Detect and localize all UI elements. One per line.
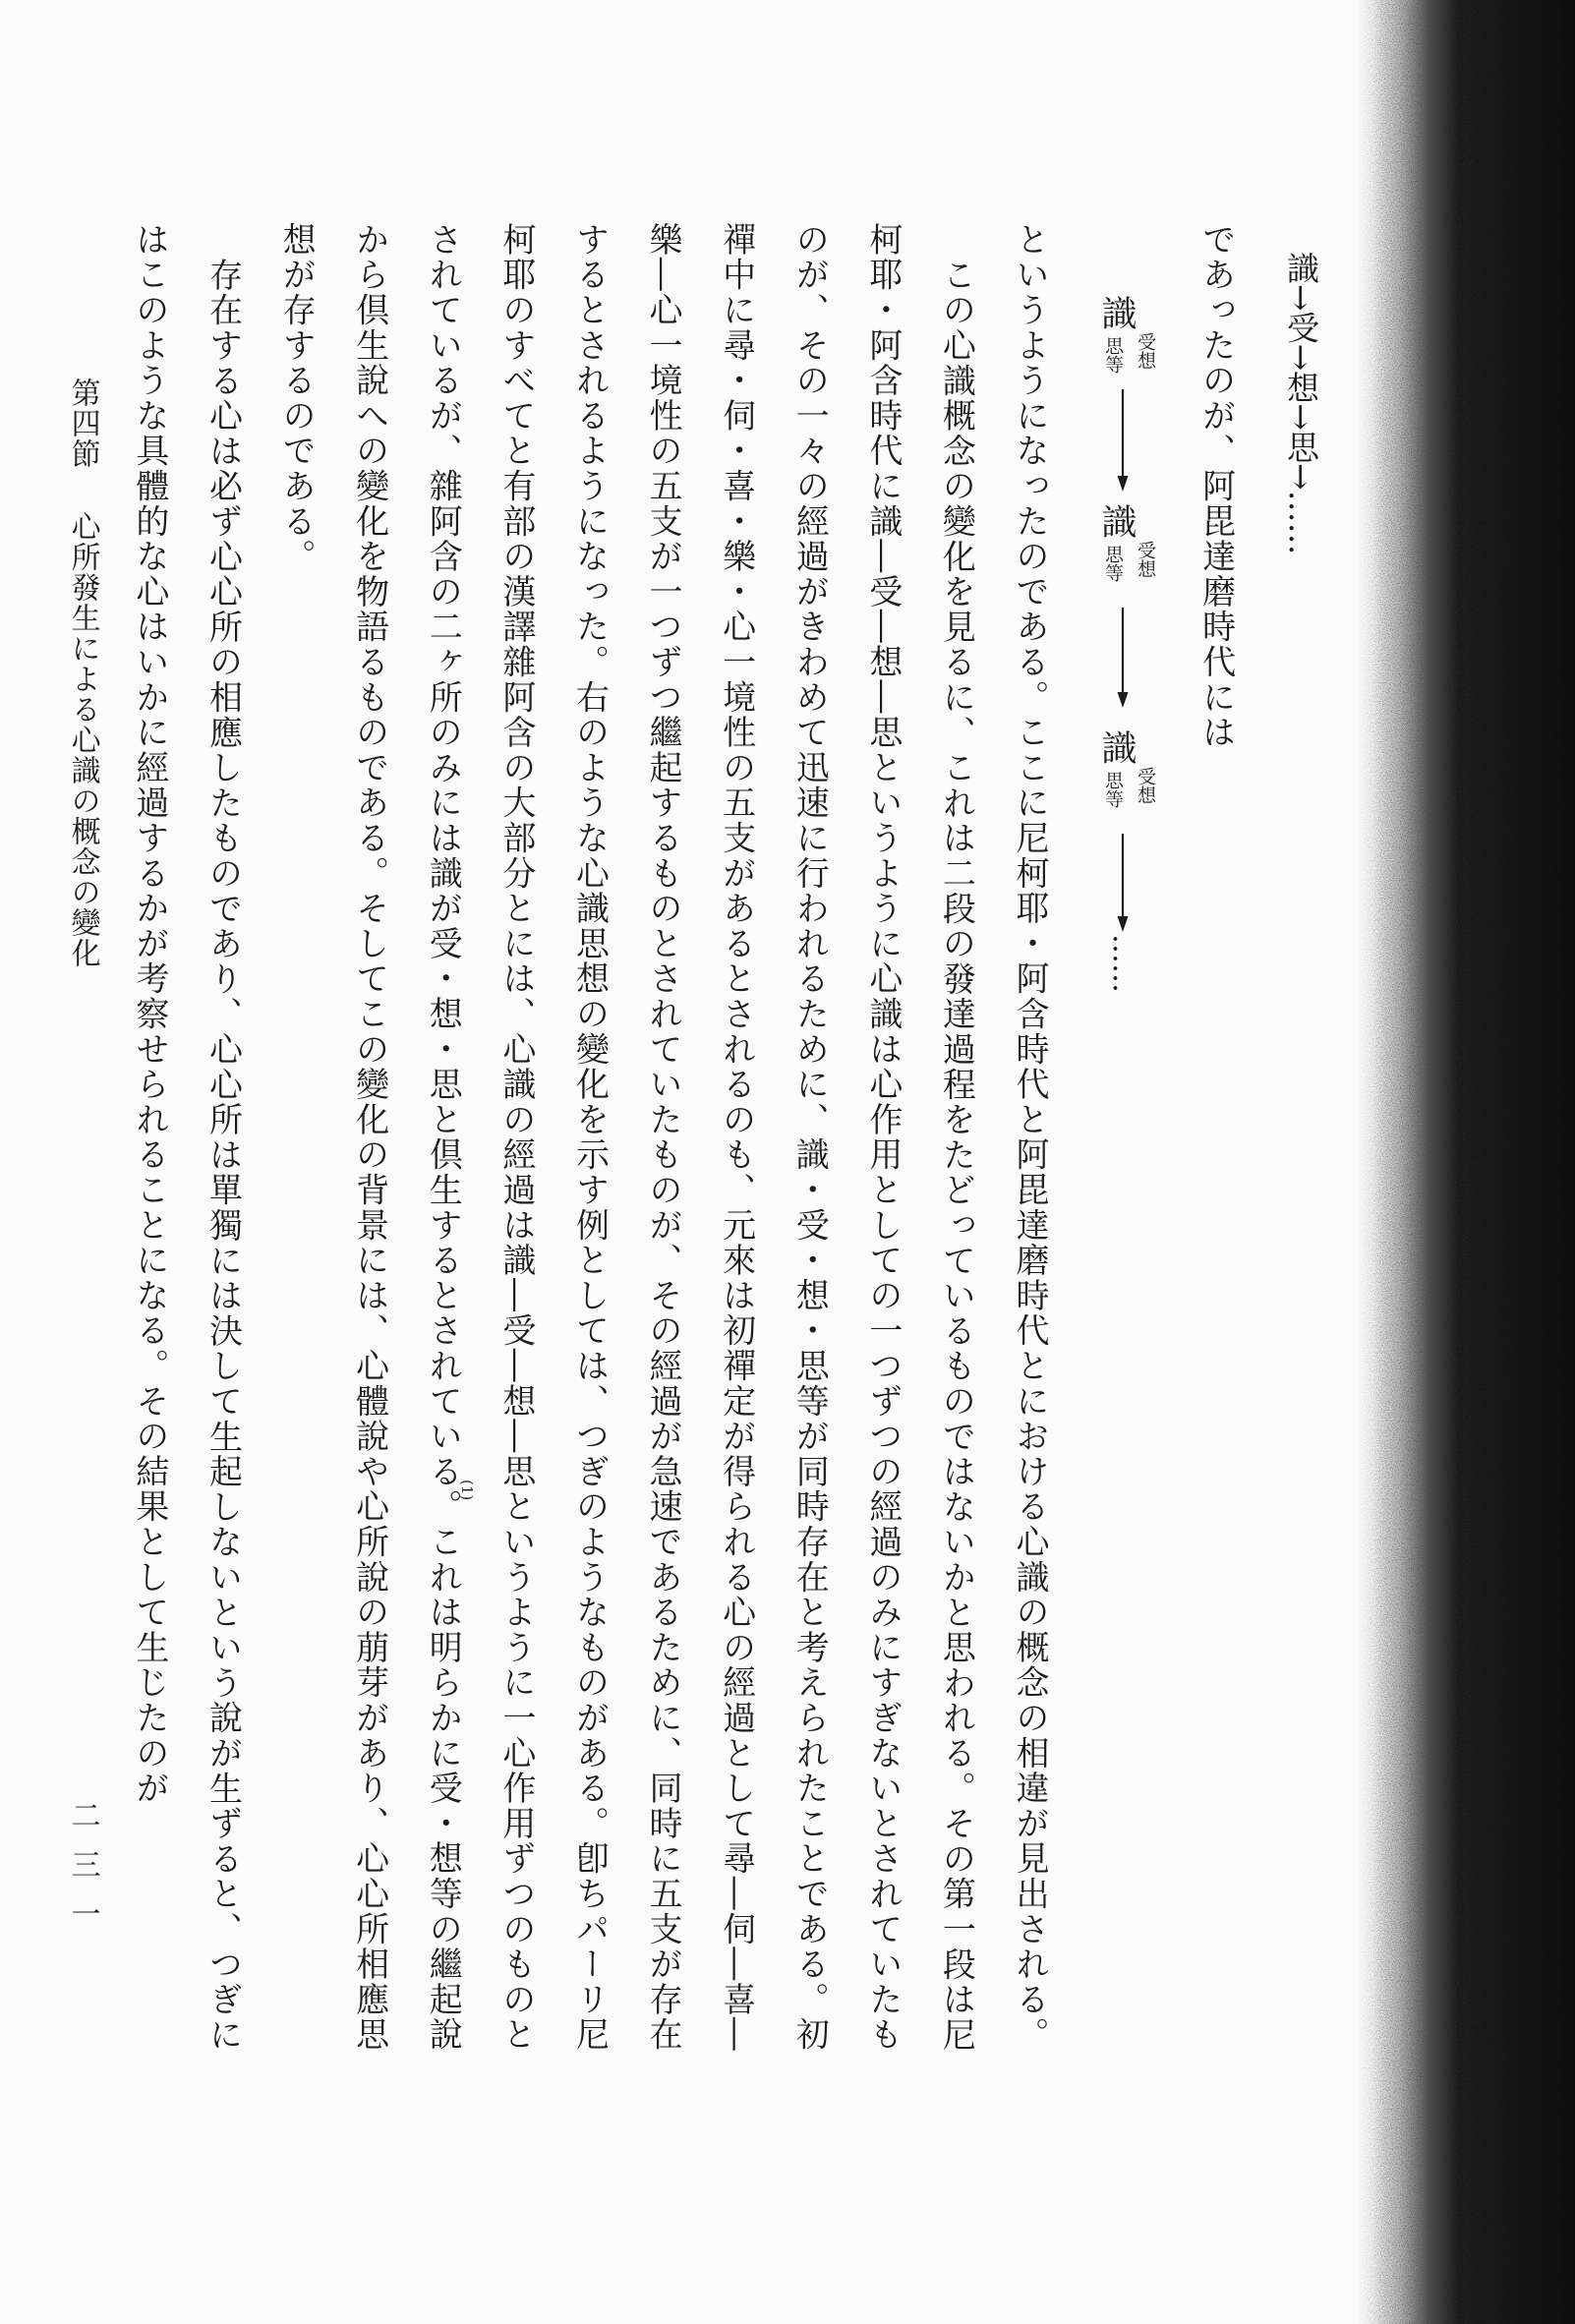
footnote-marker: (1) <box>458 1480 477 1501</box>
diagram-node-sub-left: 思等 <box>1102 771 1124 808</box>
text-line: 存在する心は必ず心心所の相應したものであり、心心所は單獨には決して生起しないという說が生ずると、つぎに <box>203 257 243 2053</box>
page-number: 二三一 <box>65 1800 100 1947</box>
scan-edge-shadow <box>1357 0 1575 2324</box>
diagram-node-sub-right: 受想 <box>1135 767 1156 804</box>
diagram-node-sub-left: 思等 <box>1102 545 1124 582</box>
text-line: というようになったのである。ここに尼柯耶・阿含時代と阿毘達磨時代とにおける心識の概念の相違が見出される。 <box>1010 222 1049 2053</box>
text-line: から倶生說への變化を物語るものである。そしてこの變化の背景には、心體說や心所說の萠芽があり、心心所相應思 <box>349 222 389 2053</box>
text-line: はこのような具體的な心はいかに經過するかが考察せられることになる。その結果として生じたのが <box>129 222 169 1806</box>
text-line: 樂―心一境性の五支が一つずつ繼起するものとされていたものが、その經過が急速であるために、同時に五支が存在 <box>643 222 683 2053</box>
text-segment: る <box>423 1454 463 1489</box>
text-segment: 。これは明らかに受・想等の繼起說 <box>423 1488 463 2053</box>
diagram-ellipsis: …… <box>1106 934 1140 993</box>
text-line: 柯耶・阿含時代に識―受―想―思というように心識は心作用としての一つずつの經過のみにすぎないとされていたも <box>862 222 903 2053</box>
text-line: するとされるようになった。右のような心識思想の變化を示す例としては、つぎのようなものがある。卽ちパーリ尼 <box>569 222 610 2053</box>
diagram-node-main: 識 <box>1096 729 1137 765</box>
intro-line: であったのが、阿毘達磨時代には <box>1196 222 1236 750</box>
text-line: のが、その一々の經過がきわめて迅速に行われるために、識・受・想・思等が同時存在と考えられたことである。初 <box>789 222 830 2053</box>
text-line: この心識概念の變化を見るに、これは二段の發達過程をたどっているものではないかと思われる。その第一段は尼 <box>936 257 976 2053</box>
text-line: 想が存するのである。 <box>276 222 317 574</box>
text-segment: されているが、雜阿含の二ヶ所のみには識が受・想・思と倶生するとされてい <box>423 222 463 1454</box>
diagram-node-main: 識 <box>1096 503 1137 539</box>
diagram-node-sub-right: 受想 <box>1135 332 1156 370</box>
sequence-line: 識→受→想→思→…… <box>1282 252 1320 555</box>
arrow-down-icon <box>1113 608 1133 708</box>
note-anchor <box>423 1454 477 1501</box>
arrow-down-icon <box>1113 834 1133 932</box>
text-line-with-note <box>406 222 480 2090</box>
text-line: 柯耶のすべてと有部の漢譯雜阿含の大部分とには、心識の經過は識―受―想―思というように一心作用ずつのものと <box>496 222 536 2053</box>
section-title: 心所發生による心識の概念の變化 <box>65 511 100 968</box>
section-label: 第四節 <box>65 378 100 469</box>
arrow-down-icon <box>1113 389 1133 492</box>
diagram-node-main: 識 <box>1096 295 1137 330</box>
diagram-node-sub-left: 思等 <box>1102 336 1124 374</box>
body-text <box>112 222 1066 2090</box>
text-line: 禪中に尋・伺・喜・樂・心一境性の五支があるとされるのも、元來は初禪定が得られる心の經過として尋―伺―喜― <box>716 222 756 2053</box>
running-head <box>45 378 119 1007</box>
diagram-node-sub-right: 受想 <box>1135 541 1156 578</box>
